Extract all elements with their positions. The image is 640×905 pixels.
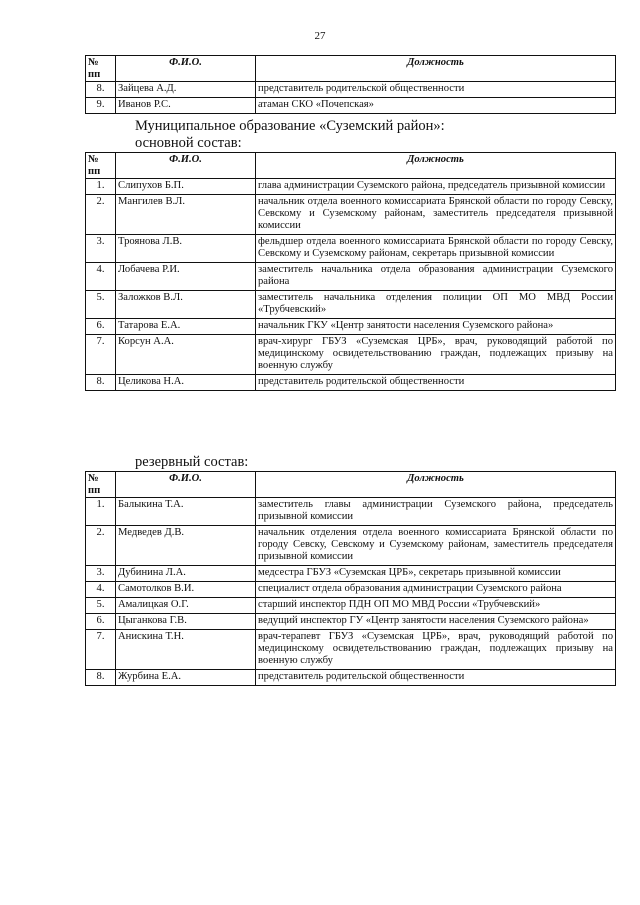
table-header-row <box>86 153 616 179</box>
member-name: Иванов Р.С. <box>116 98 256 114</box>
member-position: представитель родительской общественности <box>256 670 616 686</box>
member-name: Зайцева А.Д. <box>116 82 256 98</box>
member-position: старший инспектор ПДН ОП МО МВД России «Трубчевский» <box>256 598 616 614</box>
main-composition-table <box>85 152 616 391</box>
member-name: Целикова Н.А. <box>116 375 256 391</box>
row-number: 8. <box>86 375 116 391</box>
member-position: ведущий инспектор ГУ «Центр занятости населения Суземского района» <box>256 614 616 630</box>
member-name: Дубинина Л.А. <box>116 566 256 582</box>
column-header-name: Ф.И.О. <box>116 153 256 179</box>
member-name: Амалицкая О.Г. <box>116 598 256 614</box>
member-position: атаман СКО «Почепская» <box>256 98 616 114</box>
commission-table-continued <box>85 55 616 114</box>
row-number: 3. <box>86 235 116 263</box>
table-row <box>86 195 616 235</box>
row-number: 2. <box>86 526 116 566</box>
table-row <box>86 291 616 319</box>
table-row <box>86 598 616 614</box>
row-number: 6. <box>86 614 116 630</box>
table-row <box>86 82 616 98</box>
member-name: Корсун А.А. <box>116 335 256 375</box>
member-name: Анискина Т.Н. <box>116 630 256 670</box>
member-position: начальник отдела военного комиссариата Брянской области по городу Севску, Севскому и Суземскому районам, заместитель председателя призывной комиссии <box>256 195 616 235</box>
member-name: Заложков В.Л. <box>116 291 256 319</box>
member-name: Цыганкова Г.В. <box>116 614 256 630</box>
column-header-num: № пп <box>86 153 116 179</box>
member-position: специалист отдела образования администрации Суземского района <box>256 582 616 598</box>
member-position: глава администрации Суземского района, председатель призывной комиссии <box>256 179 616 195</box>
row-number: 8. <box>86 82 116 98</box>
member-position: заместитель начальника отделения полиции ОП МО МВД России «Трубчевский» <box>256 291 616 319</box>
reserve-composition-table <box>85 471 616 686</box>
member-name: Журбина Е.А. <box>116 670 256 686</box>
table-row <box>86 498 616 526</box>
column-header-position: Должность <box>256 153 616 179</box>
table-row <box>86 566 616 582</box>
member-position: начальник ГКУ «Центр занятости населения Суземского района» <box>256 319 616 335</box>
row-number: 5. <box>86 598 116 614</box>
member-position: представитель родительской общественности <box>256 375 616 391</box>
table-row <box>86 582 616 598</box>
table-header-row <box>86 472 616 498</box>
member-position: заместитель начальника отдела образования администрации Суземского района <box>256 263 616 291</box>
column-header-num: № пп <box>86 56 116 82</box>
table-row <box>86 235 616 263</box>
member-position: медсестра ГБУЗ «Суземская ЦРБ», секретарь призывной комиссии <box>256 566 616 582</box>
row-number: 8. <box>86 670 116 686</box>
column-header-num: № пп <box>86 472 116 498</box>
column-header-name: Ф.И.О. <box>116 56 256 82</box>
member-name: Слипухов Б.П. <box>116 179 256 195</box>
table-row <box>86 98 616 114</box>
column-header-name: Ф.И.О. <box>116 472 256 498</box>
row-number: 1. <box>86 179 116 195</box>
table-row <box>86 179 616 195</box>
row-number: 2. <box>86 195 116 235</box>
member-name: Медведев Д.В. <box>116 526 256 566</box>
table-row <box>86 526 616 566</box>
row-number: 4. <box>86 263 116 291</box>
row-number: 1. <box>86 498 116 526</box>
table-row <box>86 670 616 686</box>
member-name: Татарова Е.А. <box>116 319 256 335</box>
table-row <box>86 335 616 375</box>
row-number: 4. <box>86 582 116 598</box>
member-name: Лобачева Р.И. <box>116 263 256 291</box>
member-name: Троянова Л.В. <box>116 235 256 263</box>
row-number: 7. <box>86 335 116 375</box>
municipality-heading: Муниципальное образование «Суземский район»: <box>135 118 445 134</box>
member-name: Самотолков В.И. <box>116 582 256 598</box>
member-position: врач-хирург ГБУЗ «Суземская ЦРБ», врач, руководящий работой по медицинскому освидетельствованию граждан, подлежащих призыву на военную службу <box>256 335 616 375</box>
member-position: врач-терапевт ГБУЗ «Суземская ЦРБ», врач, руководящий работой по медицинскому освидетельствованию граждан, подлежащих призыву на военную службу <box>256 630 616 670</box>
member-name: Мангилев В.Л. <box>116 195 256 235</box>
member-position: начальник отделения отдела военного комиссариата Брянской области по городу Севску, Севскому и Суземскому районам, заместитель председателя призывной комиссии <box>256 526 616 566</box>
row-number: 3. <box>86 566 116 582</box>
table-header-row <box>86 56 616 82</box>
table-row <box>86 319 616 335</box>
row-number: 5. <box>86 291 116 319</box>
table-row <box>86 375 616 391</box>
table-row <box>86 263 616 291</box>
member-name: Балыкина Т.А. <box>116 498 256 526</box>
member-position: представитель родительской общественности <box>256 82 616 98</box>
page-number: 27 <box>314 30 326 42</box>
column-header-position: Должность <box>256 56 616 82</box>
row-number: 9. <box>86 98 116 114</box>
row-number: 7. <box>86 630 116 670</box>
column-header-position: Должность <box>256 472 616 498</box>
member-position: заместитель главы администрации Суземского района, председатель призывной комиссии <box>256 498 616 526</box>
reserve-composition-heading: резервный состав: <box>135 454 249 470</box>
member-position: фельдшер отдела военного комиссариата Брянской области по городу Севску, Севскому и Суземскому районам, секретарь призывной комиссии <box>256 235 616 263</box>
main-composition-heading: основной состав: <box>135 135 242 151</box>
table-row <box>86 614 616 630</box>
table-row <box>86 630 616 670</box>
row-number: 6. <box>86 319 116 335</box>
